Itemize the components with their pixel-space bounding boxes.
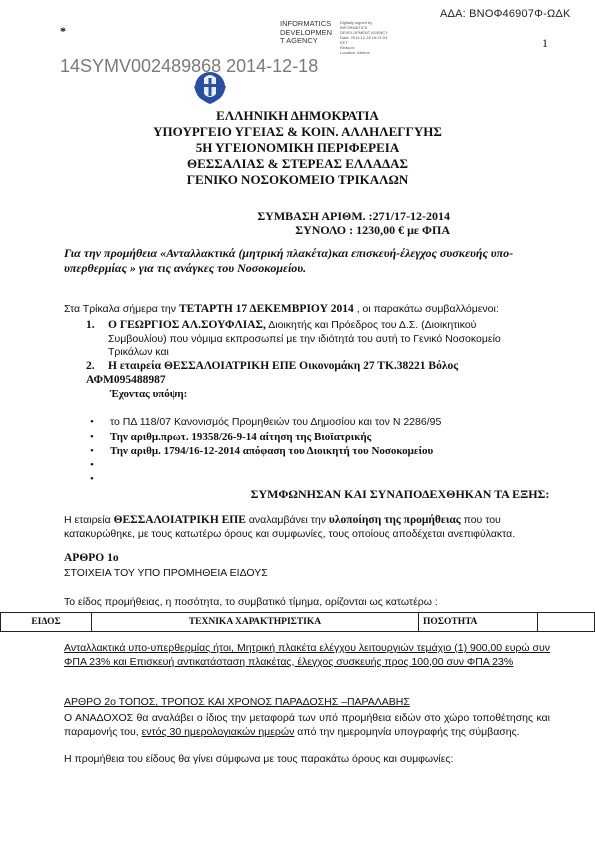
article2-title: ΑΡΘΡΟ 2ο ΤΟΠΟΣ, ΤΡΟΠΟΣ ΚΑΙ ΧΡΟΝΟΣ ΠΑΡΑΔΟΣΗΣ –ΠΑΡΑΛΑΒΗΣ xyxy=(64,696,410,708)
bullet-item: Την αριθμ. 1794/16-12-2014 απόφαση του Διοικητή του Νοσοκομείου xyxy=(110,445,434,457)
authority-line: ΥΠΟΥΡΓΕΙΟ ΥΓΕΙΑΣ & ΚΟΙΝ. ΑΛΛΗΛΕΓΓΥΗΣ xyxy=(153,124,442,139)
considering-label: Έχοντας υπόψη: xyxy=(110,388,188,400)
column-header xyxy=(538,613,595,632)
agreement-heading xyxy=(0,487,580,502)
signature-meta-line: Date: 2014.12.18 16:21:04 xyxy=(340,35,388,40)
article1-lead: Το είδος προμήθειας, η ποσότητα, το συμβατικό τίμημα, ορίζονται ως κατωτέρω : xyxy=(64,596,438,608)
table-header-row xyxy=(1,613,595,632)
signature-meta-line: Location: Athens xyxy=(340,50,370,55)
contract-subject: Για την προμήθεια «Ανταλλακτικά (μητρική πλακέτα)και επισκευή-έλεγχος συσκευής υπο-υπερθερμίας » για τις ανάγκες του Νοσοκομείου. xyxy=(64,246,514,275)
article2-paragraph xyxy=(64,712,550,739)
bullet-dot: • xyxy=(90,445,94,457)
party1-paragraph xyxy=(108,319,528,360)
party2-line1: Η εταιρεία ΘΕΣΣΑΛΟΙΑΤΡΙΚΗ ΕΠΕ Οικονομάκη 27 ΤΚ.38221 Βόλος xyxy=(108,360,459,372)
signature-meta-line: Reason: xyxy=(340,45,355,50)
signature-details xyxy=(340,20,388,55)
intro-date: ΤΕΤΑΡΤΗ 17 ΔΕΚΕΜΒΡΙΟΥ 2014 xyxy=(178,303,354,315)
company-action: υλοποίηση της προμήθειας xyxy=(328,514,461,526)
contract-total: ΣΥΝΟΛΟ : 1230,00 € με ΦΠΑ xyxy=(295,223,450,237)
signature-org-line: T AGENCY xyxy=(280,36,318,45)
signature-meta-line: EET xyxy=(340,40,348,45)
ada-code: ΑΔΑ: ΒΝΟΦ46907Φ-ΩΔΚ xyxy=(440,8,571,20)
registry-stamp: 14SYMV002489868 2014-12-18 xyxy=(60,56,319,76)
intro-suffix: , οι παρακάτω συμβαλλόμενοι: xyxy=(356,303,499,315)
page-number: 1 xyxy=(542,36,548,50)
party1-number: 1. xyxy=(86,319,95,331)
bullet-dot: • xyxy=(90,431,94,443)
item-description: Ανταλλακτικά υπο-υπερθερμίας ήτοι, Μητρική πλακέτα ελέγχου λειτουργιών τεμάχιο (1) 900,00 ευρώ συν ΦΠΑ 23% και Επισκευή αντικατάσταση πλακέτας, έλεγχος συσκευής προς 100,00 συν ΦΠΑ 23% xyxy=(64,642,551,668)
bullet-dot: • xyxy=(90,473,94,485)
party1-text: Διοικητής και Πρόεδρος του Δ.Σ. (Διοικητικού Συμβουλίου) που νόμιμα εκπροσωπεί με την ιδιότητά του αυτή το Γενικό Νοσοκομείο Τρικάλων και xyxy=(108,319,501,358)
bullet-item: το ΠΔ 118/07 Κανονισμός Προμηθειών του Δημοσίου και τον Ν 2286/95 xyxy=(110,416,442,428)
authority-line: ΓΕΝΙΚΟ ΝΟΣΟΚΟΜΕΙΟ ΤΡΙΚΑΛΩΝ xyxy=(186,172,409,187)
article2-p1: Ο ΑΝΑΔΟΧΟΣ θα αναλάβει ο ίδιος την μεταφορά των υπό προμήθεια ειδών στο χώρο τοποθέτησης και παραμονής του, xyxy=(64,712,550,738)
signature-meta-line: INFORMATICS xyxy=(340,25,368,30)
party2-line2: ΑΦΜ095488987 xyxy=(86,374,166,386)
bullet-item: Την αριθμ.πρωτ. 19358/26-9-14 αίτηση της Βιοϊατρικής xyxy=(110,431,372,443)
column-header: ΠΟΣΟΤΗΤΑ xyxy=(419,613,538,632)
company-name: ΘΕΣΣΑΛΟΙΑΤΡΙΚΗ ΕΠΕ xyxy=(113,514,246,526)
intro-prefix: Στα Τρίκαλα σήμερα την xyxy=(64,303,177,315)
column-header: ΤΕΧΝΙΚΑ ΧΑΡΑΚΤΗΡΙΣΤΙΚΑ xyxy=(92,613,419,632)
agreement-heading-text: ΣΥΜΦΩΝΗΣΑΝ ΚΑΙ ΣΥΝΑΠΟΔΕΧΘΗΚΑΝ ΤΑ ΕΞΗΣ: xyxy=(250,487,550,501)
signature-organization xyxy=(280,20,332,46)
party2-number: 2. xyxy=(86,360,95,372)
authority-line: ΘΕΣΣΑΛΙΑΣ & ΣΤΕΡΕΑΣ ΕΛΛΑΔΑΣ xyxy=(186,156,409,171)
article2-terms: Η προμήθεια του είδους θα γίνει σύμφωνα με τους παρακάτω όρους και συμφωνίες: xyxy=(64,753,454,765)
article1-subtitle: ΣΤΟΙΧΕΙΑ ΤΟΥ ΥΠΟ ΠΡΟΜΗΘΕΙΑ ΕΙΔΟΥΣ xyxy=(64,567,268,579)
signature-meta-line: Digitally signed by xyxy=(340,20,373,25)
company-p2: αναλαμβάνει την xyxy=(248,514,326,526)
signature-org-line: INFORMATICS xyxy=(280,19,332,28)
signature-org-line: DEVELOPMEN xyxy=(280,27,333,37)
company-paragraph xyxy=(64,514,552,541)
authority-line: ΕΛΛΗΝΙΚΗ ΔΗΜΟΚΡΑΤΙΑ xyxy=(216,108,379,123)
authority-line: 5Η ΥΓΕΙΟΝΟΜΙΚΗ ΠΕΡΙΦΕΡΕΙΑ xyxy=(195,140,400,155)
party1-name: Ο ΓΕΩΡΓΙΟΣ ΑΛ.ΣΟΥΦΛΙΑΣ, xyxy=(108,319,266,331)
bullet-dot: • xyxy=(90,416,94,428)
signature-meta-line: DEVELOPMENT AGENCY xyxy=(340,30,388,35)
specs-table xyxy=(0,612,595,632)
company-p1: Η εταιρεία xyxy=(64,514,111,526)
company-p3: που του κατακυρώθηκε, με τους κατωτέρω όρους και συμφωνίες, τους οποίους αποδέχεται ανεπιφύλακτα. xyxy=(64,514,516,540)
article2-p1b: από την ημερομηνία υπογραφής της σύμβασης. xyxy=(297,725,520,738)
intro-paragraph xyxy=(64,303,554,317)
contract-number: ΣΥΜΒΑΣΗ ΑΡΙΘΜ. :271/17-12-2014 xyxy=(257,209,450,223)
article1-title: ΑΡΘΡΟ 1ο xyxy=(64,552,119,564)
article2-deadline: εντός 30 ημερολογιακών ημερών xyxy=(141,725,295,738)
column-header: ΕΙΔΟΣ xyxy=(1,613,92,632)
star-mark: * xyxy=(60,24,66,38)
bullet-dot: • xyxy=(90,459,94,471)
